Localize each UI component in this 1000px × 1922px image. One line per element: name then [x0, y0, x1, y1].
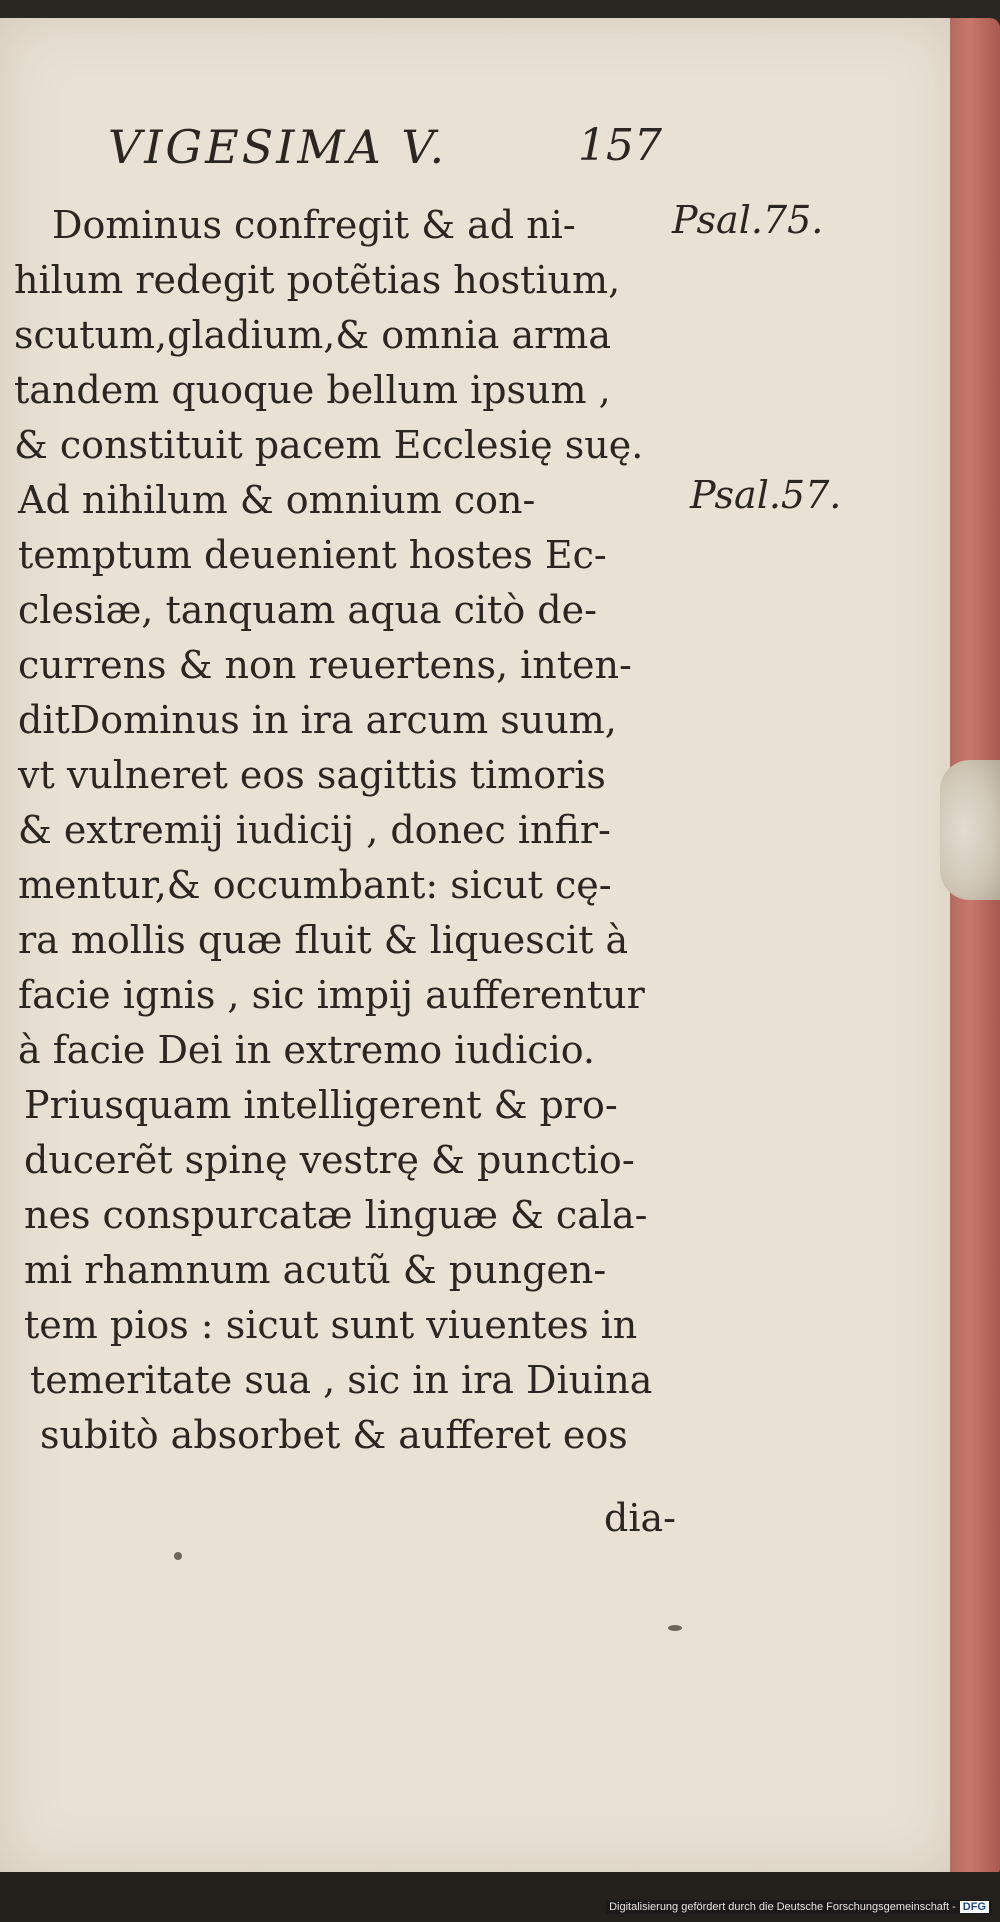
page-number: 157 — [578, 120, 662, 171]
margin-note-psalm-57: Psal.57. — [690, 473, 842, 517]
text-line: hilum redegit potẽtias hostium, — [14, 258, 621, 302]
text-line: vt vulneret eos sagittis timoris — [18, 753, 606, 797]
text-line: Dominus confregit & ad ni- — [52, 203, 576, 247]
text-line: ducerẽt spinę vestrę & punctio- — [24, 1138, 635, 1182]
text-line: clesiæ, tanquam aqua citò de- — [18, 588, 597, 632]
text-line: Priusquam intelligerent & pro- — [24, 1083, 618, 1127]
text-line: tem pios : sicut sunt viuentes in — [24, 1303, 638, 1347]
text-line: ditDominus in ira arcum suum, — [18, 698, 617, 742]
text-line: scutum,gladium,& omnia arma — [14, 313, 611, 357]
catchword: dia- — [604, 1496, 676, 1540]
text-line: mi rhamnum acutũ & pungen- — [24, 1248, 607, 1292]
margin-note-psalm-75: Psal.75. — [672, 198, 824, 242]
page-header — [108, 120, 668, 180]
bottom-scanner-strip — [0, 1872, 1000, 1922]
digitization-credit — [606, 1900, 992, 1914]
text-line: Ad nihilum & omnium con- — [18, 478, 536, 522]
text-line: tandem quoque bellum ipsum , — [14, 368, 611, 412]
text-line: à facie Dei in extremo iudicio. — [18, 1028, 596, 1072]
text-line: & extremij iudicij , donec infir- — [18, 808, 611, 852]
text-line: temptum deuenient hostes Ec- — [18, 533, 607, 577]
credit-text: Digitalisierung gefördert durch die Deutsche Forschungsgemeinschaft - — [609, 1901, 956, 1913]
text-line: ra mollis quæ fluit & liquescit à — [18, 918, 629, 962]
text-line: & constituit pacem Ecclesię suę. — [14, 423, 644, 467]
paper-speck — [174, 1552, 182, 1560]
text-line: currens & non reuertens, inten- — [18, 643, 632, 687]
running-title: VIGESIMA V. — [108, 120, 448, 174]
red-page-edge — [950, 18, 1000, 1878]
dfg-logo: DFG — [960, 1901, 989, 1913]
text-line: nes conspurcatæ linguæ & cala- — [24, 1193, 648, 1237]
text-line: temeritate sua , sic in ira Diuina — [30, 1358, 653, 1402]
text-line: subitò absorbet & aufferet eos — [40, 1413, 628, 1457]
text-line: facie ignis , sic impij aufferentur — [18, 973, 645, 1017]
text-line: mentur,& occumbant: sicut cę- — [18, 863, 612, 907]
paper-speck — [668, 1625, 682, 1631]
book-clasp — [940, 760, 1000, 900]
